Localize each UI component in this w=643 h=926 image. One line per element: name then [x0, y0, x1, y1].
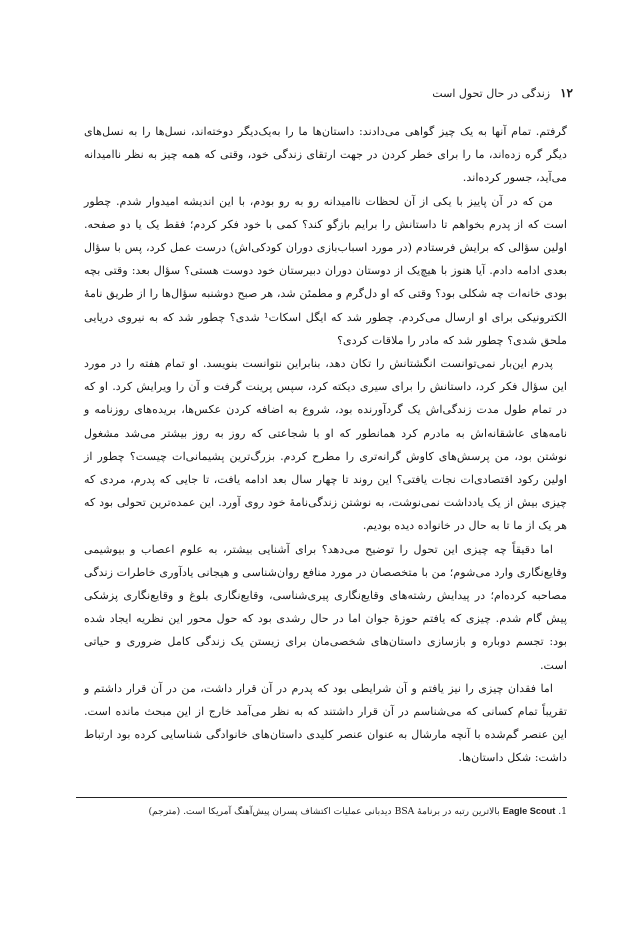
footnote-term: Eagle Scout — [502, 806, 556, 816]
paragraph-2: من که در آن پاییز با یکی از آن لحظات ناامیدانه رو به رو بودم، با این اندیشه امیدوار شدم. چطور است که از پدرم بخواهم تا داستانش را برایم بازگو کند؟ کمی با خود فکر کردم؛ فقط یک یا دو صفحه. اولین سؤالی که برایش فرستادم (در مورد اسباب‌بازی دوران کودکی‌اش) درست عمل کرد، پس با سؤال بعدی ادامه دادم. آیا هنوز با هیچ‌یک از دوستان دوران دبیرستان خود دوست هستی؟ سؤال بعد: وقتی بچه بودی خانه‌ات چه شکلی بود؟ وقتی که او دل‌گرم و مطمئن شد، هر صبح دوشنبه سؤال‌ها را از طریق نامهٔ الکترونیکی برای او ارسال می‌کردم. چطور شد که ایگل اسکات¹ شدی؟ چطور شد که به نیروی دریایی ملحق شدی؟ چطور شد که مادر را ملاقات کردی؟ — [84, 194, 567, 347]
footnote-text: بالاترین رتبه در برنامهٔ BSA دیدبانی عملیات اکتشاف پسران پیش‌آهنگ آمریکا است. (مترجم) — [148, 806, 500, 817]
paragraph-3: پدرم این‌بار نمی‌توانست انگشتانش را تکان دهد، بنابراین نتوانست بنویسد. او تمام هفته را در مورد این سؤال فکر کرد، داستانش را برای سیری دیکته کرد، سپس پرینت گرفت و آن را ویرایش کرد. او که در تمام طول مدت زندگی‌اش یک گردآورنده بود، شروع به اضافه کردن عکس‌ها، بریده‌های روزنامه و نامه‌های عاشقانه‌اش به مادرم کرد همانطور که او با شجاعتی که روز به روز بیشتر می‌شد مشغول نوشتن بود، من پرسش‌های کاوش گرانه‌تری را مطرح کردم. بزرگ‌ترین پشیمانی‌ات چیست؟ چطور از اولین رکود اقتصادی‌ات نجات یافتی؟ این روند تا چهار سال بعد ادامه یافت، تا جایی که پدرم، مردی که چیزی بیش از یک یادداشت نمی‌نوشت، به نوشتن زندگی‌نامهٔ خود روی آورد. این عمده‌ترین تحولی بود که هر یک از ما تا به حال در خانواده دیده بودیم. — [84, 357, 567, 533]
running-title: زندگی در حال تحول است — [432, 87, 551, 100]
footnote-divider — [76, 797, 567, 798]
body-text — [84, 120, 567, 770]
paragraph-1: گرفتم. تمام آنها به یک چیز گواهی می‌دادند: داستان‌ها ما را به‌یک‌دیگر دوخته‌اند، نسل‌ها را به نسل‌های دیگر گره زده‌اند، ما را برای خطر کردن در جهت ارتقای زندگی خود، وقتی که همه چیز به نظر ناامیدانه می‌آید، جسور کرده‌اند. — [84, 125, 567, 185]
page-number: ۱۲ — [560, 86, 573, 100]
running-header — [70, 86, 573, 100]
paragraph-4: اما دقیقاً چه چیزی این تحول را توضیح می‌دهد؟ برای آشنایی بیشتر، به علوم اعصاب و بیوشیمی وقایع‌نگاری وارد می‌شوم؛ من با متخصصان در مورد منافع روان‌شناسی و هیجانی یادآوری خاطرات زندگی مصاحبه کرده‌ام؛ در پیدایش رشته‌های وقایع‌نگاری پیری‌شناسی، وقایع‌نگاری بلوغ و وقایع‌نگاری پزشکی پیش گام شدم. چیزی که یافتم حوزهٔ جوان اما در حال رشدی بود که حول محور این نظریه ایجاد شده بود: تجسم دوباره و بازسازی داستان‌های شخصی‌مان برای زیستن یک زندگی کامل ضروری و حیاتی است. — [84, 542, 567, 672]
footnote — [84, 804, 567, 819]
footnote-number: 1. — [558, 806, 567, 817]
paragraph-5: اما فقدان چیزی را نیز یافتم و آن شرایطی بود که پدرم در آن قرار داشت، من در آن قرار داشتم و تقریباً تمام کسانی که می‌شناسم در آن قرار داشتند که به نظر می‌آمد خارج از این مبحث مانده است. این عنصر گم‌شده با آنچه مارشال به عنوان عنصر کلیدی داستان‌های خانوادگی شناسایی کرده بود ارتباط داشت: شکل داستان‌ها. — [84, 681, 567, 765]
